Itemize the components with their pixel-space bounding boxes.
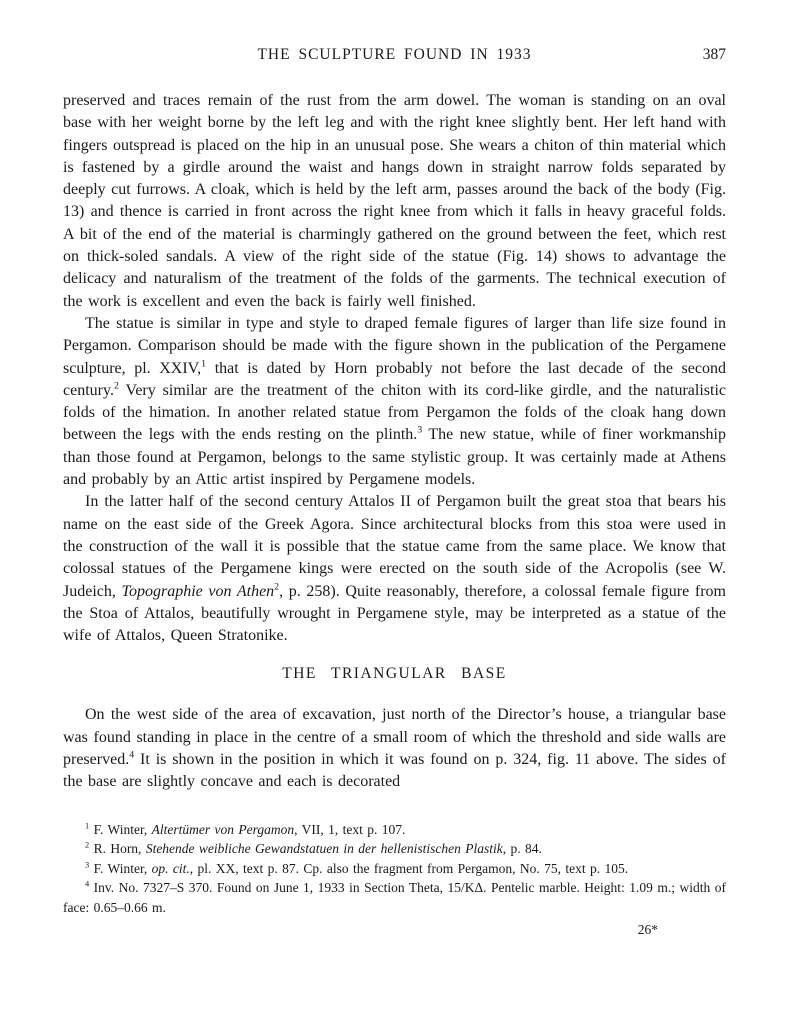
body-text <box>63 90 726 794</box>
paragraph: In the latter half of the second century Attalos II of Pergamon built the great stoa that bears his name on the east side of the Greek Agora. Since architectural blocks from this stoa were used in the construction of the wall it is possible that the statue came from the same place. We know that colossal statues of the Pergamene kings were erected on the south side of the Acropolis (see W. Judeich, Topographie von Athen$^2$, p. 258). Quite reasonably, therefore, a colossal female figure from the Stoa of Attalos, beautifully wrought in Pergamene style, may be interpreted as a statue of the wife of Attalos, Queen Stratonike. <box>63 493 726 645</box>
footnote: $^2$ R. Horn, Stehende weibliche Gewandstatuen in der hellenistischen Plastik, p. 84. <box>85 840 542 857</box>
page-number: 387 <box>702 46 726 63</box>
running-title: THE SCULPTURE FOUND IN 1933 <box>257 46 532 63</box>
footnote: $^4$ Inv. No. 7327–S 370. Found on June 1, 1933 in Section Theta, 15/ΚΔ. Pentelic marble. Height: 1.09 m.; width of face: 0.65–0.66 m. <box>63 879 726 915</box>
paragraph: preserved and traces remain of the rust from the arm dowel. The woman is standing on an oval base with her weight borne by the left leg and with the right knee slightly bent. Her left hand with fingers outspread is placed on the hip in an unusual pose. She wears a chiton of thin material which is fastened by a girdle around the waist and hangs down in straight narrow folds separated by deeply cut furrows. A cloak, which is held by the left arm, passes around the back of the body (Fig. 13) and thence is carried in front across the right knee from which it falls in heavy graceful folds. A bit of the end of the material is charmingly gathered on the ground between the feet, which rest on thick-soled sandals. A view of the right side of the statue (Fig. 14) shows to advantage the delicacy and naturalism of the treatment of the folds of the garments. The technical execution of the work is excellent and even the back is fairly well finished. <box>63 92 726 310</box>
running-header <box>63 46 726 66</box>
footnotes <box>63 820 726 918</box>
footnote: $^3$ F. Winter, op. cit., pl. XX, text p. 87. Cp. also the fragment from Pergamon, No. 75, text p. 105. <box>85 860 629 876</box>
signature-mark: 26* <box>637 922 658 938</box>
footnote: $^1$ F. Winter, Altertümer von Pergamon, VII, 1, text p. 107. <box>85 821 406 837</box>
paragraph: On the west side of the area of excavation, just north of the Director’s house, a triangular base was found standing in place in the centre of a small room of which the threshold and side walls are preserved.$^4$ It is shown in the position in which it was found on p. 324, fig. 11 above. The sides of the base are slightly concave and each is decorated <box>63 706 726 791</box>
section-heading: THE TRIANGULAR BASE <box>282 665 507 683</box>
paragraph: The statue is similar in type and style to draped female figures of larger than life size found in Pergamon. Comparison should be made with the figure shown in the publication of the Pergamene sculpture, pl. XXIV,$^1$ that is dated by Horn probably not before the last decade of the second century.$^2$ Very similar are the treatment of the chiton with its cord-like girdle, and the naturalistic folds of the himation. In another related statue from Pergamon the folds of the cloak hang down between the legs with the ends resting on the plinth.$^3$ The new statue, while of finer workmanship than those found at Pergamon, belongs to the same stylistic group. It was certainly made at Athens and probably by an Attic artist inspired by Pergamene models. <box>63 314 727 489</box>
